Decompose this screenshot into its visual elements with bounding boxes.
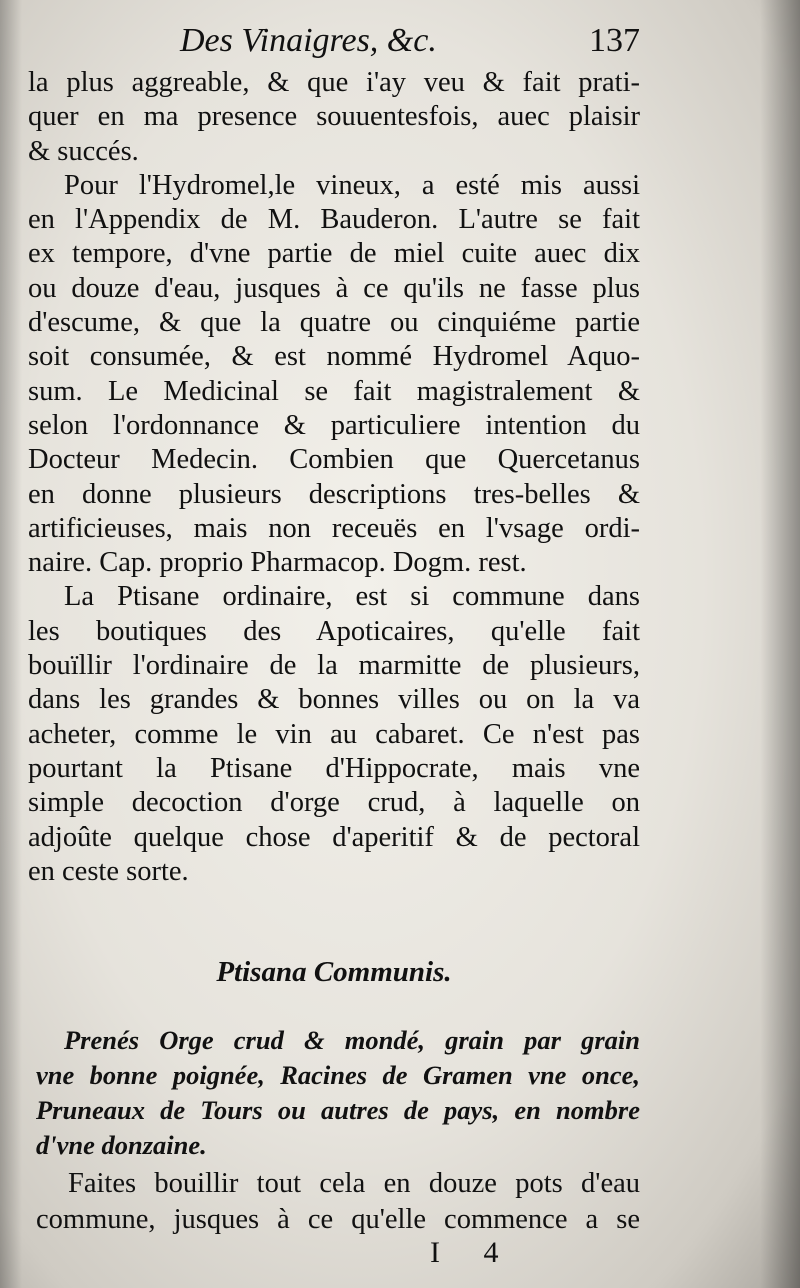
text-line: en l'Appendix de M. Bauderon. L'autre se fait [28, 204, 640, 236]
text-line: Pour l'Hydromel,le vineux, a esté mis aussi [64, 169, 640, 201]
text-line: bouïllir l'ordinaire de la marmitte de plusieurs, [28, 650, 640, 682]
text-line: acheter, comme le vin au cabaret. Ce n'est pas [28, 718, 640, 750]
section-heading: Ptisana Communis. [216, 956, 452, 988]
recipe-text [36, 1023, 640, 1163]
text-line: d'escume, & que la quatre ou cinquiéme partie [28, 307, 640, 339]
text-line: simple decoction d'orge crud, à laquelle on [28, 787, 640, 819]
text-line: sum. Le Medicinal se fait magistralement & [28, 375, 640, 407]
recipe-line: Pruneaux de Tours ou autres de pays, en nombre [36, 1095, 640, 1125]
text-line: selon l'ordonnance & particuliere intention du [28, 409, 640, 441]
text-line: Docteur Medecin. Combien que Quercetanus [28, 444, 640, 476]
running-title: Des Vinaigres, &c. [180, 22, 437, 59]
recipe-line: d'vne donzaine. [36, 1130, 207, 1160]
text-line: en donne plusieurs descriptions tres-belles & [28, 478, 640, 510]
text-line: ex tempore, d'vne partie de miel cuite auec dix [28, 238, 640, 270]
text-line: naire. Cap. proprio Pharmacop. Dogm. rest. [28, 547, 527, 579]
text-line: pourtant la Ptisane d'Hippocrate, mais vne [28, 752, 640, 784]
page-number: 137 [589, 22, 640, 59]
page-shadow-right [760, 0, 800, 1288]
text-line: soit consumée, & est nommé Hydromel Aquo- [28, 341, 640, 373]
text-line: quer en ma presence souuentesfois, auec plaisir [28, 101, 640, 133]
text-line: artificieuses, mais non receuës en l'vsage ordi- [28, 512, 640, 544]
text-line: La Ptisane ordinaire, est si commune dans [64, 581, 640, 613]
recipe-line: vne bonne poignée, Racines de Gramen vne once, [36, 1060, 640, 1090]
recipe-line: Prenés Orge crud & mondé, grain par grain [64, 1025, 640, 1055]
text-line: dans les grandes & bonnes villes ou on la va [28, 684, 640, 716]
running-header [180, 22, 640, 66]
page-shadow-left [0, 0, 22, 1288]
text-line: adjoûte quelque chose d'aperitif & de pectoral [28, 821, 640, 853]
text-line: Faites bouillir tout cela en douze pots d'eau [68, 1168, 640, 1199]
closing-text [36, 1166, 640, 1238]
text-line: ou douze d'eau, jusques à ce qu'ils ne fasse plus [28, 272, 640, 304]
text-line: en ceste sorte. [28, 855, 189, 887]
text-line: & succés. [28, 135, 139, 167]
body-text [28, 66, 640, 889]
text-line: les boutiques des Apoticaires, qu'elle fait [28, 615, 640, 647]
text-line: commune, jusques à ce qu'elle commence a se [36, 1204, 640, 1235]
signature-mark: I 4 [430, 1236, 517, 1269]
text-line: la plus aggreable, & que i'ay veu & fait prati- [28, 67, 640, 98]
